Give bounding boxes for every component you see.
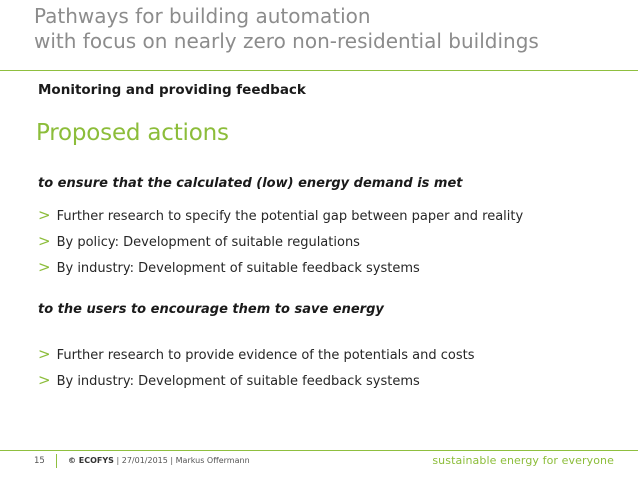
- bullet-list-2: [38, 342, 475, 394]
- chevron-right-icon: >: [38, 345, 51, 363]
- list-item: [38, 368, 475, 394]
- list-item-text: Further research to specify the potential gap between paper and reality: [56, 209, 524, 224]
- list-item-text: Further research to provide evidence of the potentials and costs: [56, 348, 475, 363]
- slide-title: [34, 4, 539, 54]
- list-item-text: By industry: Development of suitable feedback systems: [56, 261, 420, 276]
- footer: [0, 452, 638, 472]
- footer-pipe: |: [170, 456, 176, 465]
- bullet-list-1: [38, 203, 523, 281]
- slide-title-line1: Pathways for building automation: [34, 4, 371, 28]
- group-heading-1: to ensure that the calculated (low) energy demand is met: [38, 176, 463, 191]
- header-divider: [0, 70, 638, 71]
- footer-pipe: |: [116, 456, 122, 465]
- list-item: [38, 255, 523, 281]
- list-item: [38, 203, 523, 229]
- slide-subtitle: Monitoring and providing feedback: [38, 82, 306, 98]
- tagline: sustainable energy for everyone: [432, 454, 614, 467]
- slide-title-line2: with focus on nearly zero non-residential buildings: [34, 29, 539, 53]
- footer-divider: [0, 450, 638, 451]
- copyright: © ECOFYS: [68, 456, 114, 465]
- section-title: Proposed actions: [36, 120, 229, 146]
- list-item: [38, 229, 523, 255]
- footer-info: [68, 456, 250, 465]
- footer-separator: [56, 454, 57, 468]
- footer-date: 27/01/2015: [121, 456, 168, 465]
- list-item-text: By industry: Development of suitable feedback systems: [56, 374, 420, 389]
- chevron-right-icon: >: [38, 206, 51, 224]
- chevron-right-icon: >: [38, 371, 51, 389]
- footer-author: Markus Offermann: [175, 456, 250, 465]
- chevron-right-icon: >: [38, 258, 51, 276]
- chevron-right-icon: >: [38, 232, 51, 250]
- page-number: 15: [34, 456, 45, 466]
- group-heading-2: to the users to encourage them to save energy: [38, 302, 384, 317]
- list-item: [38, 342, 475, 368]
- list-item-text: By policy: Development of suitable regulations: [56, 235, 360, 250]
